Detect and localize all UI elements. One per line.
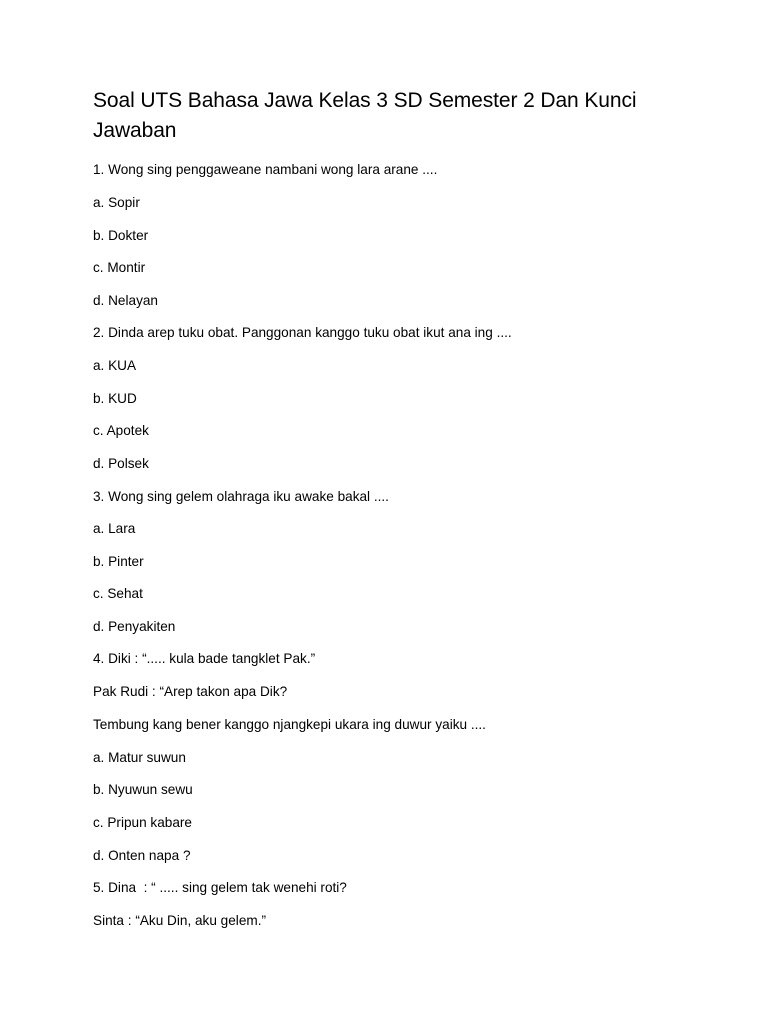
option-4a: a. Matur suwun [93,750,186,765]
option-2b: b. KUD [93,391,137,406]
option-1c: c. Montir [93,260,146,275]
question-5: 5. Dina : “ ..... sing gelem tak wenehi roti? [93,880,347,895]
option-4b: b. Nyuwun sewu [93,782,193,797]
option-1a: a. Sopir [93,195,140,210]
question-4-dialog: Pak Rudi : “Arep takon apa Dik? [93,684,288,699]
option-4c: c. Pripun kabare [93,815,192,830]
question-4: 4. Diki : “..... kula bade tangklet Pak.” [93,651,316,666]
option-4d: d. Onten napa ? [93,848,191,863]
question-1: 1. Wong sing penggaweane nambani wong lara arane .... [93,162,438,177]
option-1d: d. Nelayan [93,293,158,308]
option-3a: a. Lara [93,521,136,536]
question-2: 2. Dinda arep tuku obat. Panggonan kanggo tuku obat ikut ana ing .... [93,325,512,340]
option-2c: c. Apotek [93,423,149,438]
option-1b: b. Dokter [93,228,149,243]
option-3b: b. Pinter [93,554,144,569]
option-2d: d. Polsek [93,456,149,471]
document-title: Soal UTS Bahasa Jawa Kelas 3 SD Semester 2 Dan Kunci Jawaban [93,89,637,142]
option-2a: a. KUA [93,358,137,373]
question-3: 3. Wong sing gelem olahraga iku awake bakal .... [93,489,389,504]
question-4-prompt: Tembung kang bener kanggo njangkepi ukara ing duwur yaiku .... [93,717,486,732]
question-5-dialog: Sinta : “Aku Din, aku gelem.” [93,913,267,928]
option-3c: c. Sehat [93,586,143,601]
option-3d: d. Penyakiten [93,619,176,634]
